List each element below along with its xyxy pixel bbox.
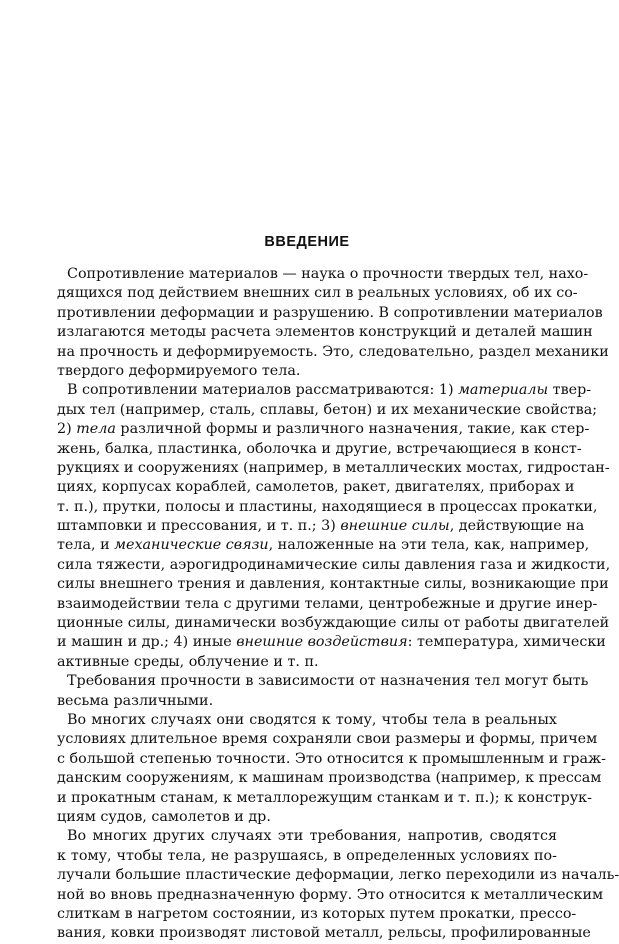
text-line: [57, 730, 598, 749]
text-segment: , наложенные на эти тела, как, например,: [268, 537, 590, 554]
text-segment: Во многих других случаях эти требования, напротив, сводятся: [67, 828, 557, 845]
text-segment: ционные силы, динамически возбуждающие силы от работы двигателей: [57, 615, 610, 632]
text-line: [57, 440, 582, 459]
text-line: [57, 323, 593, 342]
emphasis-text: внешние силы: [340, 518, 450, 535]
text-segment: твер-: [548, 382, 592, 399]
text-line: [57, 420, 590, 439]
text-segment: Требования прочности в зависимости от назначения тел могут быть: [67, 673, 589, 690]
text-segment: жень, балка, пластинка, оболочка и другие, встречающиеся в конст-: [57, 440, 582, 457]
text-segment: 2): [57, 421, 77, 438]
text-line: [57, 847, 557, 866]
text-segment: Сопротивление материалов — наука о прочности твердых тел, нахо-: [67, 266, 589, 282]
text-segment: циях, корпусах кораблей, самолетов, ракет, двигателях, приборах и: [57, 479, 575, 496]
text-segment: В сопротивлении материалов рассматриваются: 1): [67, 382, 459, 399]
text-segment: силы внешнего трения и давления, контактные силы, возникающие при: [57, 576, 609, 593]
text-segment: лучали большие пластические деформации, легко переходили из началь-: [57, 867, 619, 884]
text-line: [57, 381, 592, 400]
text-segment: : температура, химически: [407, 634, 606, 651]
text-line: [57, 633, 606, 652]
text-segment: с большой степенью точности. Это относится к промышленным и граж-: [57, 750, 607, 767]
paragraph: [57, 265, 609, 381]
text-line: [57, 362, 557, 381]
text-segment: и машин и др.; 4) иные: [57, 634, 237, 651]
emphasis-text: тела: [76, 421, 116, 438]
text-line: [57, 556, 611, 575]
paragraph: [57, 381, 611, 672]
page-title: ВВЕДЕНИЕ: [264, 234, 350, 250]
page-body: [57, 232, 619, 944]
text-line: [57, 769, 602, 788]
text-line: [57, 575, 609, 594]
text-segment: сила тяжести, аэрогидродинамические силы давления газа и жидкости,: [57, 556, 611, 573]
text-segment: т. п.), прутки, полосы и пластины, находящиеся в процессах прокатки,: [57, 498, 598, 515]
text-line: [57, 401, 598, 420]
text-segment: Во многих случаях они сводятся к тому, чтобы тела в реальных: [67, 711, 557, 728]
text-segment: слиткам в нагретом состоянии, из которых путем прокатки, прессо-: [57, 905, 577, 922]
text-line: [57, 789, 592, 808]
text-line: [57, 672, 589, 691]
text-line: [57, 265, 589, 284]
text-line: [57, 536, 590, 555]
paragraph: [57, 827, 619, 943]
text-segment: взаимодействии тела с другими телами, центробежные и другие инер-: [57, 595, 598, 612]
emphasis-text: механические связи: [114, 537, 269, 554]
text-line: [57, 498, 598, 517]
text-segment: на прочность и деформируемость. Это, следовательно, раздел механики: [57, 343, 609, 360]
text-line: [57, 478, 575, 497]
text-line: [57, 304, 603, 323]
text-segment: рукциях и сооружениях (например, в металлических мостах, гидростан-: [57, 459, 610, 476]
paragraph: [57, 711, 607, 827]
text-line: [57, 905, 577, 924]
text-segment: дящихся под действием внешних сил в реальных условиях, об их со-: [57, 285, 578, 302]
text-segment: условиях длительное время сохраняли свои размеры и формы, причем: [57, 731, 598, 748]
text-line: [57, 924, 591, 943]
text-line: [57, 614, 610, 633]
text-line: [57, 827, 557, 846]
emphasis-text: материалы: [458, 382, 549, 399]
text-segment: , действующие на: [449, 518, 585, 535]
text-segment: активные среды, облучение и т. п.: [57, 653, 319, 670]
text-line: [57, 886, 604, 905]
text-line: [57, 459, 610, 478]
text-segment: и прокатным станам, к металлорежущим станкам и т. п.); к конструк-: [57, 789, 592, 806]
text-line: [57, 750, 607, 769]
text-line: [57, 595, 598, 614]
text-segment: тела, и: [57, 537, 115, 554]
text-line: [57, 653, 557, 672]
text-segment: вания, ковки производят листовой металл, рельсы, профилированные: [57, 925, 591, 942]
text-segment: циям судов, самолетов и др.: [57, 808, 271, 825]
paragraph: [57, 672, 589, 711]
text-segment: различной формы и различного назначения, такие, как стер-: [115, 421, 590, 438]
text-segment: данским сооружениям, к машинам производства (например, к прессам: [57, 770, 602, 787]
text-segment: твердого деформируемого тела.: [57, 362, 301, 379]
text-line: [57, 808, 557, 827]
text-segment: весьма различными.: [57, 692, 214, 709]
emphasis-text: внешние воздействия: [236, 634, 408, 651]
text-line: [57, 517, 585, 536]
text-segment: противлении деформации и разрушению. В сопротивлении материалов: [57, 304, 603, 321]
text-segment: к тому, чтобы тела, не разрушаясь, в определенных условиях по-: [57, 847, 557, 864]
text-line: [57, 284, 578, 303]
text-line: [57, 711, 557, 730]
text-segment: излагаются методы расчета элементов конструкций и деталей машин: [57, 324, 593, 341]
text-segment: дых тел (например, сталь, сплавы, бетон) и их механические свойства;: [57, 401, 598, 418]
text-line: [57, 343, 609, 362]
text-segment: штамповки и прессования, и т. п.; 3): [57, 518, 341, 535]
text-line: [57, 692, 557, 711]
text-body: [57, 265, 619, 944]
text-line: [57, 866, 619, 885]
text-segment: ной во вновь предназначенную форму. Это относится к металлическим: [57, 886, 604, 903]
